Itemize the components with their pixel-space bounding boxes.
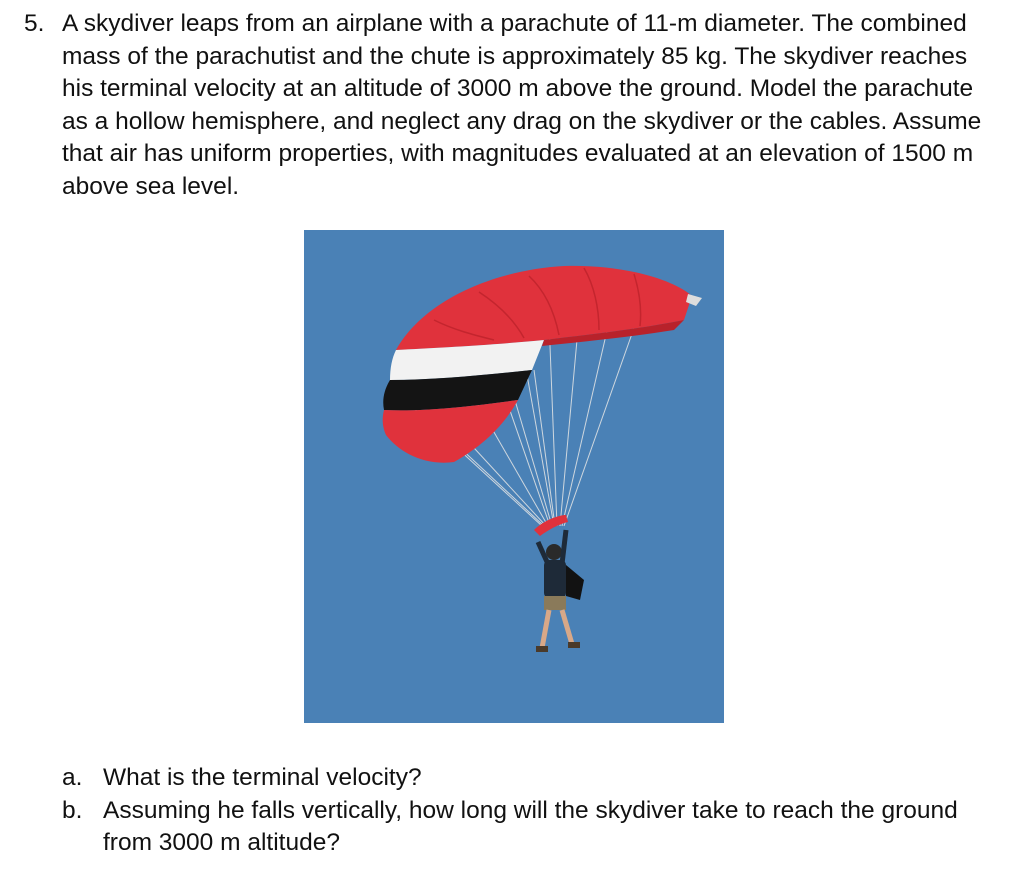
question-a	[62, 762, 1002, 795]
problem-number: 5.	[24, 10, 45, 37]
question-letter: a.	[62, 764, 83, 791]
question-letter: b.	[62, 796, 83, 824]
question-text: What is the terminal velocity?	[103, 764, 422, 791]
problem-statement	[24, 8, 1004, 203]
skydiver-photo	[304, 230, 724, 723]
question-list	[62, 762, 1002, 860]
question-text: Assuming he falls vertically, how long will the skydiver take to reach the ground from 3000 m altitude?	[103, 796, 958, 856]
question-b	[62, 795, 1002, 860]
parachute-illustration	[304, 230, 724, 723]
problem-text: A skydiver leaps from an airplane with a parachute of 11-m diameter. The combined mass of the parachutist and the chute is approximately 85 kg. The skydiver reaches his terminal velocity at an altitude of 3000 m above the ground. Model the parachute as a hollow hemisphere, and neglect any drag on the skydiver or the cables. Assume that air has uniform properties, with magnitudes evaluated at an elevation of 1500 m above sea level.	[62, 10, 982, 200]
